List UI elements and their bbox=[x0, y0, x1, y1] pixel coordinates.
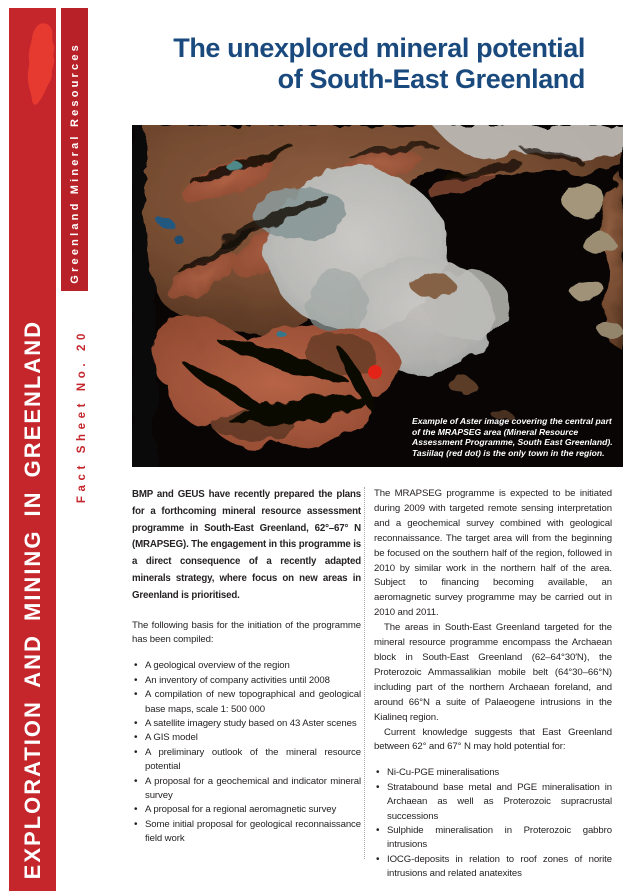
right-column bbox=[374, 487, 612, 882]
page-title-line2: of South-East Greenland bbox=[277, 64, 585, 94]
bullet-item: • Sulphide mineralisation in Proterozoic gabbro intrusions bbox=[374, 824, 612, 853]
greenland-map-icon bbox=[25, 22, 58, 108]
left-column bbox=[132, 487, 361, 847]
programme-paragraph: The MRAPSEG programme is expected to be initiated during 2009 with targeted remote sensing interpretation and a geochemical survey combined with geological reconnaissance. The target area will from the beginning be focused on the southern half of the region, followed in 2010 by similar work in the northern half of the area. Subject to financing becoming available, an aeromagnetic survey programme may be carried out in 2010 and 2011. bbox=[374, 488, 612, 619]
figure-caption: Example of Aster image covering the central part of the MRAPSEG area (Mineral Resource Assessment Programme, South East Greenland). Tasiilaq (red dot) is the only town in the region. bbox=[412, 416, 613, 459]
sidebar-band-series bbox=[61, 8, 88, 291]
sidebar-band-main bbox=[9, 8, 56, 891]
page-title bbox=[115, 33, 585, 95]
potential-list bbox=[374, 766, 612, 881]
bullet-item: • IOCG-deposits in relation to roof zones of norite intrusions and related anatexites bbox=[374, 853, 612, 882]
fact-sheet-number: Fact Sheet No. 20 bbox=[76, 328, 88, 504]
bullet-item: • A preliminary outlook of the mineral resource potential bbox=[132, 746, 361, 775]
bullet-item: • Some initial proposal for geological reconnaissance field work bbox=[132, 818, 361, 847]
knowledge-paragraph: Current knowledge suggests that East Greenland between 62° and 67° N may hold potential for: bbox=[374, 726, 612, 753]
bullet-item: • A proposal for a regional aeromagnetic survey bbox=[132, 803, 361, 817]
bullet-item: • Stratabound base metal and PGE mineralisation in Archaean as well as Proterozoic supracrustal successions bbox=[374, 781, 612, 824]
bullet-item: • A proposal for a geochemical and indicator mineral survey bbox=[132, 775, 361, 804]
bullet-item: • An inventory of company activities until 2008 bbox=[132, 674, 361, 688]
bullet-item: • A geological overview of the region bbox=[132, 659, 361, 673]
bullet-item: • A compilation of new topographical and geological base maps, scale 1: 500 000 bbox=[132, 688, 361, 717]
page-title-line1: The unexplored mineral potential bbox=[173, 33, 585, 63]
sidebar-vertical-title: EXPLORATION AND MINING IN GREENLAND bbox=[19, 319, 45, 879]
compiled-basis-list bbox=[132, 659, 361, 846]
tasiilaq-town-marker-dot bbox=[368, 365, 382, 379]
bullet-item: • A GIS model bbox=[132, 731, 361, 745]
column-divider bbox=[364, 487, 365, 859]
bullet-item: • A satellite imagery study based on 43 Aster scenes bbox=[132, 717, 361, 731]
list-intro-paragraph: The following basis for the initiation of the programme has been compiled: bbox=[132, 619, 361, 646]
areas-paragraph: The areas in South-East Greenland targeted for the mineral resource programme encompass the Archaean block in South-East Greenland (62–64°30′N), the Proterozoic Ammassalikian mobile belt (64°30–66°N) including part of the northern Archaean foreland, and around 66°N a suite of Palaeogene intrusions in the Kialineq region. bbox=[374, 622, 612, 723]
intro-paragraph: BMP and GEUS have recently prepared the plans for a forthcoming mineral resource assessment programme in South-East Greenland, 62°–67° N (MRAPSEG). The engagement in this programme is a direct consequence of a recently adapted minerals strategy, where focus on new areas in Greenland is prioritised. bbox=[132, 489, 361, 601]
aster-satellite-image bbox=[132, 125, 623, 467]
series-label: Greenland Mineral Resources bbox=[68, 42, 81, 284]
bullet-item: • Ni-Cu-PGE mineralisations bbox=[374, 766, 612, 780]
